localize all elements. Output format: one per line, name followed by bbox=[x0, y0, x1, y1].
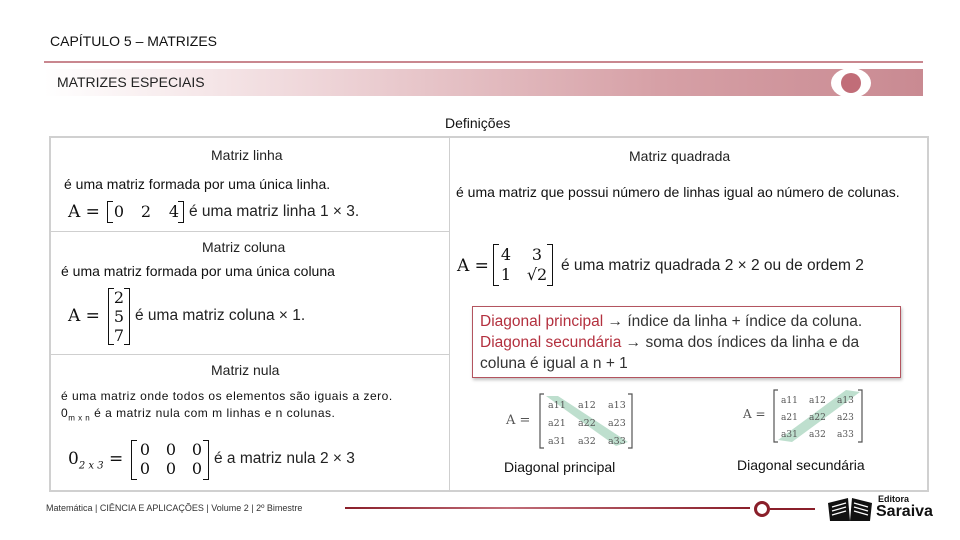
matrix-cell: √2 bbox=[526, 265, 548, 284]
definitions-title: Definições bbox=[445, 115, 511, 131]
matrix-cell: 3 bbox=[531, 245, 543, 264]
diag-secundaria-lhs: A = bbox=[743, 407, 766, 421]
matrix-cell: a31 bbox=[548, 436, 566, 447]
matriz-linha-eq-text: é uma matriz linha 1 × 3. bbox=[189, 203, 360, 220]
matrix-cell: 0 bbox=[139, 440, 151, 459]
matrix-cell: 7 bbox=[113, 326, 125, 345]
matrix-cell: a12 bbox=[809, 396, 826, 406]
nula-equals: = bbox=[108, 449, 124, 469]
header-rule bbox=[44, 61, 923, 63]
nula-subscript: 2 x 3 bbox=[78, 460, 104, 472]
column-divider bbox=[449, 136, 450, 492]
matriz-nula-eq-text: é a matriz nula 2 × 3 bbox=[214, 450, 355, 467]
caption-diagonal-secundaria: Diagonal secundária bbox=[737, 457, 865, 473]
matrix-cell: 0 bbox=[113, 202, 125, 221]
section-band bbox=[44, 69, 923, 96]
matrix-cell: 2 bbox=[140, 202, 152, 221]
matrix-cell: a21 bbox=[781, 413, 798, 423]
diagonal-secundaria-label: Diagonal secundária bbox=[480, 334, 622, 351]
matriz-quadrada-eq-text: é uma matriz quadrada 2 × 2 ou de ordem 2 bbox=[561, 257, 864, 274]
diagonal-secundaria-rule-cont: coluna é igual a n + 1 bbox=[480, 355, 628, 372]
matrix-cell: 2 bbox=[113, 288, 125, 307]
matrix-cell: a11 bbox=[548, 400, 566, 411]
matriz-quadrada-matrix bbox=[493, 244, 553, 286]
matrix-cell: 4 bbox=[168, 202, 180, 221]
matriz-quadrada-lhs: A = bbox=[457, 256, 489, 276]
matrix-cell: a22 bbox=[578, 418, 596, 429]
band-dot-decoration bbox=[841, 73, 861, 93]
logo-saraiva: Saraiva bbox=[876, 503, 933, 520]
matrix-cell: a21 bbox=[548, 418, 566, 429]
saraiva-book-logo-icon bbox=[826, 495, 874, 523]
matriz-linha-definition: é uma matriz formada por uma única linha. bbox=[64, 176, 331, 192]
diagonal-secundaria-rule bbox=[480, 334, 859, 352]
diag-principal-lhs: A = bbox=[506, 413, 531, 428]
diag-principal-matrix bbox=[538, 392, 634, 450]
matrix-cell: a31 bbox=[781, 430, 798, 440]
matriz-linha-title: Matriz linha bbox=[211, 147, 283, 163]
matriz-coluna-matrix bbox=[108, 288, 130, 345]
logo-editora: Editora bbox=[878, 494, 910, 504]
matriz-nula-title: Matriz nula bbox=[211, 362, 280, 378]
matrix-cell: a13 bbox=[608, 400, 626, 411]
matriz-coluna-lhs: A = bbox=[68, 306, 100, 326]
matrix-cell: a13 bbox=[837, 396, 854, 406]
matrix-cell: a12 bbox=[578, 400, 596, 411]
nula-zero: 0 bbox=[68, 449, 79, 469]
matriz-nula-definition: é uma matriz onde todos os elementos são iguais a zero. bbox=[61, 389, 393, 403]
notation-subscript: m x n bbox=[68, 413, 91, 423]
matriz-quadrada-definition: é uma matriz que possui número de linhas igual ao número de colunas. bbox=[456, 184, 900, 200]
matrix-cell: a32 bbox=[809, 430, 826, 440]
matrix-cell: a32 bbox=[578, 436, 596, 447]
notation-zero: 0 bbox=[61, 406, 69, 420]
matriz-linha-matrix bbox=[107, 201, 184, 223]
matrix-cell: a33 bbox=[608, 436, 626, 447]
footer-line bbox=[345, 507, 750, 509]
diag-secundaria-matrix bbox=[772, 388, 864, 444]
matriz-coluna-eq-text: é uma matriz coluna × 1. bbox=[135, 307, 306, 324]
matriz-nula-lhs bbox=[68, 449, 123, 471]
matriz-quadrada-title: Matriz quadrada bbox=[629, 148, 731, 164]
matrix-cell: 0 bbox=[165, 459, 177, 478]
matrix-cell: a22 bbox=[809, 413, 826, 423]
matriz-coluna-definition: é uma matriz formada por uma única coluna bbox=[61, 263, 335, 279]
diagonal-principal-rule bbox=[480, 313, 862, 331]
section-title: MATRIZES ESPECIAIS bbox=[57, 74, 205, 90]
matriz-nula-matrix bbox=[131, 440, 209, 480]
diagonal-secundaria-desc: → soma dos índices da linha e da bbox=[621, 334, 860, 351]
chapter-title: CAPÍTULO 5 – MATRIZES bbox=[50, 33, 217, 49]
matrix-cell: 0 bbox=[165, 440, 177, 459]
matrix-cell: 0 bbox=[191, 459, 203, 478]
matrix-cell: 4 bbox=[500, 245, 512, 264]
diagonal-principal-label: Diagonal principal bbox=[480, 313, 604, 330]
row-divider-2 bbox=[51, 354, 449, 355]
diagonals-box bbox=[472, 306, 901, 378]
matriz-coluna-title: Matriz coluna bbox=[202, 239, 286, 255]
footer-ring-decoration bbox=[754, 501, 770, 517]
matrix-cell: a33 bbox=[837, 430, 854, 440]
matrix-cell: a23 bbox=[608, 418, 626, 429]
notation-text: é a matriz nula com m linhas e n colunas. bbox=[90, 406, 336, 420]
matrix-cell: a23 bbox=[837, 413, 854, 423]
matrix-cell: 0 bbox=[139, 459, 151, 478]
matriz-linha-lhs: A = bbox=[68, 202, 100, 222]
matrix-cell: 5 bbox=[113, 307, 125, 326]
matrix-cell: 0 bbox=[191, 440, 203, 459]
matrix-cell: 1 bbox=[500, 265, 512, 284]
matriz-nula-notation bbox=[61, 406, 335, 422]
footer-text: Matemática | CIÊNCIA E APLICAÇÕES | Volume 2 | 2º Bimestre bbox=[46, 503, 303, 513]
row-divider-1 bbox=[51, 231, 449, 232]
matrix-cell: a11 bbox=[781, 396, 798, 406]
diagonal-principal-desc: → índice da linha + índice da coluna. bbox=[603, 313, 863, 330]
caption-diagonal-principal: Diagonal principal bbox=[504, 459, 616, 475]
footer-line-short bbox=[770, 508, 815, 510]
